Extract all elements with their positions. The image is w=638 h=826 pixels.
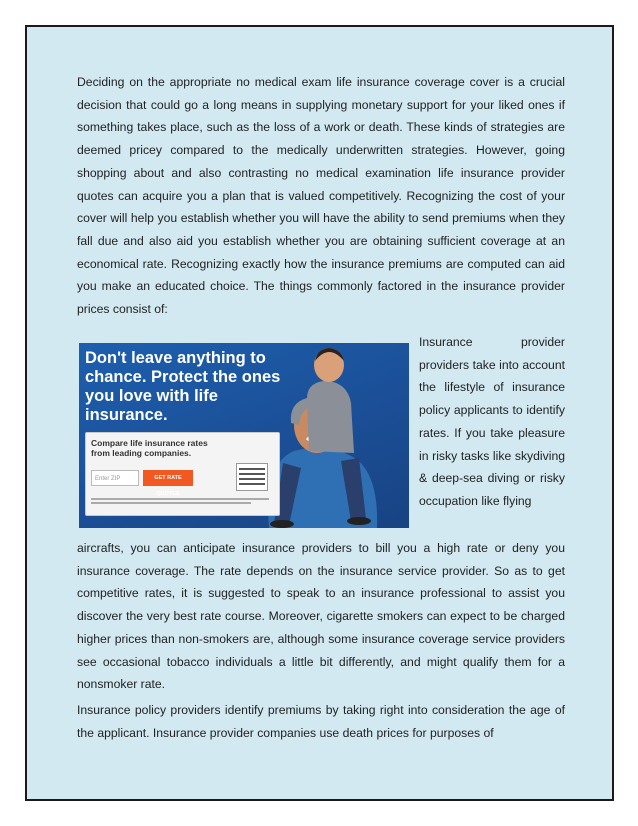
fine-print (91, 497, 271, 507)
side-text-column (419, 331, 565, 513)
body-paragraph-1 (77, 71, 565, 321)
side-paragraph: Insurance provider providers take into account the lifestyle of insurance policy applicants to identify rates. If you take pleasure in risky tasks like skydiving & deep-sea diving or risky occupation like flying (419, 335, 565, 508)
ad-headline: Don't leave anything to chance. Protect the ones you love with life insurance. (85, 349, 281, 424)
page-frame (25, 25, 614, 801)
body-paragraph-3 (77, 699, 565, 744)
paragraph-text: aircrafts, you can anticipate insurance providers to bill you a high rate or deny you insurance coverage. The rate depends on the insurance service provider. So as to get competitive rates, it is suggested to speak to an insurance professional to assist you discover the very best rate course. Moreover, cigarette smokers can expect to be charged higher prices than non-smokers are, although some insurance coverage service providers see occasional tobacco individuals a little bit differently, and might qualify them for a nonsmoker rate. (77, 541, 565, 692)
quote-form-card (85, 432, 280, 516)
trust-badge-icon (236, 463, 268, 491)
body-paragraph-2-continued (77, 537, 565, 696)
zip-input: Enter ZIP (91, 470, 139, 486)
paragraph-text: Insurance policy providers identify premiums by taking right into consideration the age of the applicant. Insurance provider companies use death prices for purposes of (77, 703, 565, 740)
paragraph-text: Deciding on the appropriate no medical exam life insurance coverage cover is a crucial decision that could go a long means in supplying monetary support for your liked ones if something takes place, such as the loss of a work or death. These kinds of strategies are deemed pricey compared to the medically underwritten strategies. However, going shopping about and also contrasting no medical examination life insurance provider quotes can acquire you a plan that is valued competitively. Recognizing the cost of your cover will help you establish whether you will have the ability to send premiums when they fall due and also aid you establish whether you are obtaining sufficient coverage at an economical rate. Recognizing exactly how the insurance premiums are computed can aid you make an educated choice. The things commonly factored in the insurance provider prices consist of: (77, 75, 565, 317)
quote-form-title: Compare life insurance rates from leading companies. (91, 438, 208, 458)
life-insurance-ad-image (79, 343, 409, 528)
get-rate-quotes-button: GET RATE QUOTES (143, 470, 193, 486)
